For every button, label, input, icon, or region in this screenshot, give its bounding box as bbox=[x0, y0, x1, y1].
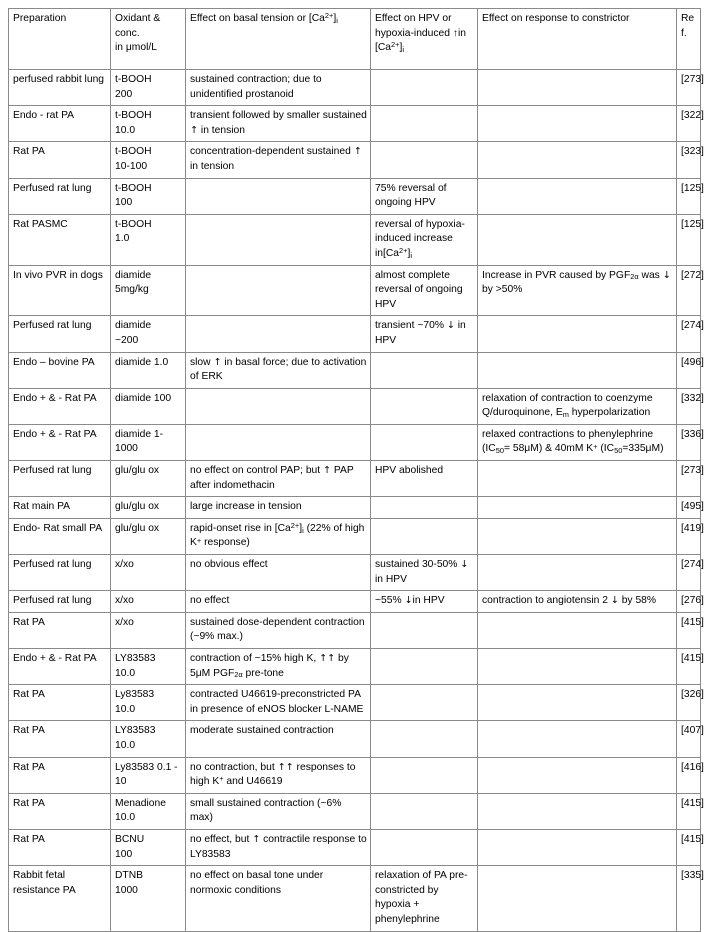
cell-oxidant: LY83583 10.0 bbox=[111, 721, 186, 757]
cell-preparation: Endo - rat PA bbox=[9, 106, 111, 142]
cell-hpv: almost complete reversal of ongoing HPV bbox=[371, 265, 478, 316]
cell-oxidant: x/xo bbox=[111, 555, 186, 591]
cell-oxidant: t-BOOH 10.0 bbox=[111, 106, 186, 142]
cell-constrictor bbox=[478, 721, 677, 757]
cell-oxidant: t-BOOH 1.0 bbox=[111, 214, 186, 265]
table-row bbox=[9, 316, 701, 352]
cell-constrictor bbox=[478, 555, 677, 591]
cell-hpv: HPV abolished bbox=[371, 461, 478, 497]
table-row bbox=[9, 685, 701, 721]
cell-preparation: Rabbit fetal resistance PA bbox=[9, 866, 111, 931]
cell-hpv bbox=[371, 612, 478, 648]
cell-ref: [336] bbox=[677, 424, 701, 460]
cell-constrictor bbox=[478, 685, 677, 721]
table-row bbox=[9, 829, 701, 865]
cell-oxidant: x/xo bbox=[111, 612, 186, 648]
table-row bbox=[9, 518, 701, 554]
table-row bbox=[9, 497, 701, 519]
cell-hpv bbox=[371, 649, 478, 685]
cell-constrictor bbox=[478, 142, 677, 178]
cell-basal: no effect on control PAP; but ↑ PAP after indomethacin bbox=[186, 461, 371, 497]
cell-constrictor bbox=[478, 518, 677, 554]
cell-basal bbox=[186, 316, 371, 352]
cell-ref: [326] bbox=[677, 685, 701, 721]
cell-hpv: reversal of hypoxia-induced increase $in[Ca^{2+}]_i$ bbox=[371, 214, 478, 265]
cell-oxidant: t-BOOH 10-100 bbox=[111, 142, 186, 178]
cell-constrictor: Increase in PVR caused by $PGF_{2\alpha}$ was ↓ by >50% bbox=[478, 265, 677, 316]
cell-preparation: Rat PA bbox=[9, 721, 111, 757]
table-row bbox=[9, 793, 701, 829]
cell-oxidant: DTNB 1000 bbox=[111, 866, 186, 931]
cell-preparation: Perfused rat lung bbox=[9, 461, 111, 497]
cell-oxidant: t-BOOH 100 bbox=[111, 178, 186, 214]
cell-hpv bbox=[371, 497, 478, 519]
cell-constrictor bbox=[478, 757, 677, 793]
cell-constrictor: contraction to angiotensin 2 ↓ by 58% bbox=[478, 591, 677, 613]
table-row bbox=[9, 461, 701, 497]
table-row bbox=[9, 721, 701, 757]
cell-ref: [273] bbox=[677, 461, 701, 497]
cell-basal: large increase in tension bbox=[186, 497, 371, 519]
cell-basal: no contraction, but ↑↑ responses to high K+ and U46619 bbox=[186, 757, 371, 793]
cell-hpv bbox=[371, 142, 478, 178]
cell-hpv bbox=[371, 685, 478, 721]
cell-preparation: Rat PA bbox=[9, 142, 111, 178]
table-row bbox=[9, 214, 701, 265]
cell-preparation: Endo + & - Rat PA bbox=[9, 388, 111, 424]
cell-ref: [274] bbox=[677, 316, 701, 352]
cell-basal: no effect on basal tone under normoxic conditions bbox=[186, 866, 371, 931]
cell-oxidant: Ly83583 0.1 - 10 bbox=[111, 757, 186, 793]
cell-ref: [415] bbox=[677, 793, 701, 829]
column-header-basal: Effect on basal tension or $[Ca^{2+}]_i$ bbox=[186, 9, 371, 70]
cell-preparation: Rat PA bbox=[9, 757, 111, 793]
cell-hpv bbox=[371, 518, 478, 554]
cell-oxidant: LY83583 10.0 bbox=[111, 649, 186, 685]
cell-constrictor bbox=[478, 178, 677, 214]
table-header-row bbox=[9, 9, 701, 70]
cell-ref: [407] bbox=[677, 721, 701, 757]
cell-hpv bbox=[371, 424, 478, 460]
cell-hpv: ~55% ↓in HPV bbox=[371, 591, 478, 613]
table-row bbox=[9, 388, 701, 424]
cell-basal: contracted U46619-preconstricted PA in presence of eNOS blocker L-NAME bbox=[186, 685, 371, 721]
cell-preparation: Rat PASMC bbox=[9, 214, 111, 265]
cell-hpv: 75% reversal of ongoing HPV bbox=[371, 178, 478, 214]
cell-preparation: Endo- Rat small PA bbox=[9, 518, 111, 554]
cell-oxidant: diamide 1.0 bbox=[111, 352, 186, 388]
table-row bbox=[9, 591, 701, 613]
cell-basal bbox=[186, 424, 371, 460]
cell-basal: contraction of ~15% high K, ↑↑ by 5μM $PGF_{2\alpha}$ pre-tone bbox=[186, 649, 371, 685]
cell-hpv bbox=[371, 721, 478, 757]
cell-ref: [415] bbox=[677, 649, 701, 685]
cell-oxidant: diamide ~200 bbox=[111, 316, 186, 352]
cell-basal bbox=[186, 388, 371, 424]
cell-hpv bbox=[371, 70, 478, 106]
cell-oxidant: diamide 1- 1000 bbox=[111, 424, 186, 460]
cell-constrictor bbox=[478, 793, 677, 829]
cell-ref: [125] bbox=[677, 214, 701, 265]
cell-oxidant: glu/glu ox bbox=[111, 461, 186, 497]
cell-basal: concentration-dependent sustained ↑ in tension bbox=[186, 142, 371, 178]
cell-oxidant: BCNU 100 bbox=[111, 829, 186, 865]
cell-constrictor bbox=[478, 649, 677, 685]
cell-preparation: Perfused rat lung bbox=[9, 178, 111, 214]
cell-basal bbox=[186, 214, 371, 265]
cell-basal: no effect bbox=[186, 591, 371, 613]
cell-preparation: Perfused rat lung bbox=[9, 555, 111, 591]
cell-hpv bbox=[371, 757, 478, 793]
cell-constrictor bbox=[478, 352, 677, 388]
cell-preparation: Rat PA bbox=[9, 793, 111, 829]
cell-basal: sustained contraction; due to unidentified prostanoid bbox=[186, 70, 371, 106]
cell-basal: moderate sustained contraction bbox=[186, 721, 371, 757]
cell-ref: [276] bbox=[677, 591, 701, 613]
cell-ref: [419] bbox=[677, 518, 701, 554]
cell-preparation: perfused rabbit lung bbox=[9, 70, 111, 106]
cell-ref: [274] bbox=[677, 555, 701, 591]
cell-oxidant: x/xo bbox=[111, 591, 186, 613]
column-header-ref: Ref. bbox=[677, 9, 701, 70]
cell-oxidant: diamide 100 bbox=[111, 388, 186, 424]
cell-basal bbox=[186, 178, 371, 214]
cell-oxidant: t-BOOH 200 bbox=[111, 70, 186, 106]
cell-constrictor bbox=[478, 70, 677, 106]
cell-hpv: transient ~70% ↓ in HPV bbox=[371, 316, 478, 352]
table-row bbox=[9, 142, 701, 178]
cell-hpv bbox=[371, 829, 478, 865]
table-row bbox=[9, 612, 701, 648]
cell-preparation: Rat PA bbox=[9, 685, 111, 721]
column-header-preparation: Preparation bbox=[9, 9, 111, 70]
cell-basal bbox=[186, 265, 371, 316]
cell-hpv bbox=[371, 388, 478, 424]
cell-basal: sustained dose-dependent contraction (~9% max.) bbox=[186, 612, 371, 648]
column-header-hpv: Effect on HPV or hypoxia-induced ↑in $[Ca^{2+}]_i$ bbox=[371, 9, 478, 70]
cell-preparation: Rat main PA bbox=[9, 497, 111, 519]
oxidant-effects-table bbox=[8, 8, 704, 932]
cell-constrictor bbox=[478, 612, 677, 648]
cell-constrictor bbox=[478, 497, 677, 519]
cell-ref: [322] bbox=[677, 106, 701, 142]
cell-ref: [125] bbox=[677, 178, 701, 214]
cell-ref: [416] bbox=[677, 757, 701, 793]
cell-preparation: Endo + & - Rat PA bbox=[9, 649, 111, 685]
cell-preparation: Rat PA bbox=[9, 612, 111, 648]
cell-constrictor bbox=[478, 214, 677, 265]
cell-preparation: Endo – bovine PA bbox=[9, 352, 111, 388]
cell-constrictor: relaxation of contraction to coenzyme Q/duroquinone, $E_m$ hyperpolarization bbox=[478, 388, 677, 424]
cell-ref: [332] bbox=[677, 388, 701, 424]
cell-ref: [415] bbox=[677, 612, 701, 648]
table-row bbox=[9, 424, 701, 460]
column-header-oxidant: Oxidant & conc. in μmol/L bbox=[111, 9, 186, 70]
cell-constrictor bbox=[478, 316, 677, 352]
cell-preparation: Perfused rat lung bbox=[9, 316, 111, 352]
table-row bbox=[9, 265, 701, 316]
table-body bbox=[9, 9, 704, 932]
cell-hpv: relaxation of PA pre-constricted by hypoxia + phenylephrine bbox=[371, 866, 478, 931]
cell-ref: [415] bbox=[677, 829, 701, 865]
table-row bbox=[9, 757, 701, 793]
cell-preparation: Perfused rat lung bbox=[9, 591, 111, 613]
table-row bbox=[9, 352, 701, 388]
table-row bbox=[9, 178, 701, 214]
cell-oxidant: Menadione 10.0 bbox=[111, 793, 186, 829]
cell-constrictor bbox=[478, 461, 677, 497]
cell-preparation: Rat PA bbox=[9, 829, 111, 865]
cell-hpv bbox=[371, 352, 478, 388]
cell-preparation: Endo + & - Rat PA bbox=[9, 424, 111, 460]
cell-constrictor bbox=[478, 829, 677, 865]
table-row bbox=[9, 106, 701, 142]
cell-ref: [496] bbox=[677, 352, 701, 388]
cell-hpv bbox=[371, 793, 478, 829]
cell-ref: [273] bbox=[677, 70, 701, 106]
cell-basal: slow ↑ in basal force; due to activation of ERK bbox=[186, 352, 371, 388]
cell-hpv bbox=[371, 106, 478, 142]
table-row bbox=[9, 866, 701, 931]
cell-constrictor bbox=[478, 106, 677, 142]
cell-constrictor bbox=[478, 866, 677, 931]
table-row bbox=[9, 649, 701, 685]
cell-ref: [495] bbox=[677, 497, 701, 519]
cell-basal: no effect, but ↑ contractile response to LY83583 bbox=[186, 829, 371, 865]
cell-oxidant: diamide 5mg/kg bbox=[111, 265, 186, 316]
cell-ref: [272] bbox=[677, 265, 701, 316]
cell-oxidant: glu/glu ox bbox=[111, 518, 186, 554]
cell-basal: small sustained contraction (~6% max) bbox=[186, 793, 371, 829]
cell-oxidant: glu/glu ox bbox=[111, 497, 186, 519]
cell-basal: no obvious effect bbox=[186, 555, 371, 591]
cell-hpv: sustained 30-50% ↓ in HPV bbox=[371, 555, 478, 591]
table-row bbox=[9, 70, 701, 106]
column-header-constrictor: Effect on response to constrictor bbox=[478, 9, 677, 70]
cell-ref: [323] bbox=[677, 142, 701, 178]
cell-ref: [335] bbox=[677, 866, 701, 931]
cell-basal: rapid-onset rise in $[Ca^{2+}]_i$ (22% of high K+ response) bbox=[186, 518, 371, 554]
table-row bbox=[9, 555, 701, 591]
cell-constrictor: relaxed contractions to phenylephrine $(IC_{50}= 58\mu M)$ & 40mM K+ $(IC_{50}=335\mu M)$ bbox=[478, 424, 677, 460]
cell-preparation: In vivo PVR in dogs bbox=[9, 265, 111, 316]
cell-oxidant: Ly83583 10.0 bbox=[111, 685, 186, 721]
cell-basal: transient followed by smaller sustained ↑ in tension bbox=[186, 106, 371, 142]
